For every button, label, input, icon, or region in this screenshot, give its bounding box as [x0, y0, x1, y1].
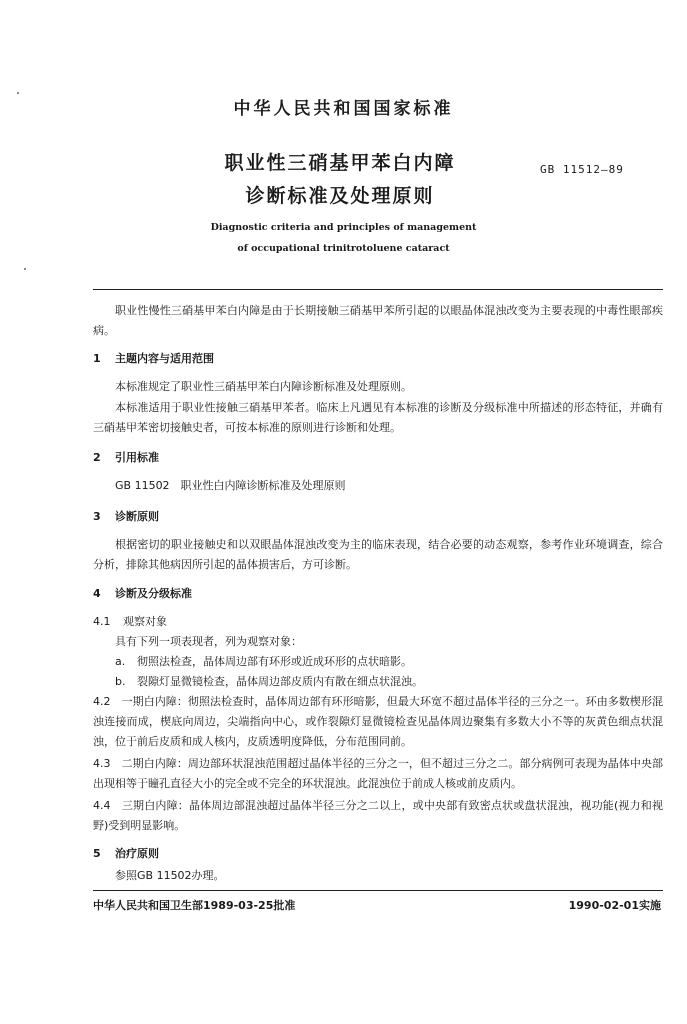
section-number: 1 [93, 352, 101, 365]
subsection-4-2: 4.2 一期白内障：彻照法检查时，晶体周边部有环形暗影，但最大环宽不超过晶体半径的三分之一。环由多数楔形混浊连接而成，楔底向周边，尖端指向中心，或作裂隙灯显微镜检查见晶体周边聚集有多数大小不等的灰黄色细点状混浊，位于前后皮质和成人核内，皮质透明度降低，分布范围同前。 [93, 695, 663, 748]
section-1-paragraph-1: 本标准规定了职业性三硝基甲苯白内障诊断标准及处理原则。 [115, 380, 412, 393]
section-5-paragraph: 参照GB 11502办理。 [115, 869, 225, 882]
document-title-line2: 诊断标准及处理原则 [245, 185, 435, 207]
subsection-4-1-heading [93, 612, 663, 632]
section-title: 诊断及分级标准 [115, 587, 192, 600]
section-title: 治疗原则 [115, 847, 159, 860]
subsection-number: 4.1 [93, 615, 111, 628]
subsection-4-1-intro: 具有下列一项表现者，列为观察对象： [115, 635, 302, 648]
english-title-line1: Diagnostic criteria and principles of management [210, 222, 477, 233]
section-2-reference: GB 11502 职业性白内障诊断标准及处理原则 [115, 479, 346, 492]
top-divider [93, 289, 663, 290]
national-standard-heading: 中华人民共和国国家标准 [233, 99, 454, 119]
section-title: 主题内容与适用范围 [115, 352, 214, 365]
list-item-text: 裂隙灯显微镜检查，晶体周边部皮质内有散在细点状混浊。 [137, 675, 423, 688]
document-title-line1: 职业性三硝基甲苯白内障 [224, 152, 456, 174]
english-title-line2: of occupational trinitrotoluene cataract [237, 243, 450, 254]
bottom-divider [93, 890, 663, 891]
scan-speck [24, 268, 26, 270]
section-number: 2 [93, 451, 101, 464]
section-number: 4 [93, 587, 101, 600]
implementation-date: 1990-02-01实施 [568, 899, 661, 912]
section-number: 3 [93, 510, 101, 523]
list-item-b [93, 672, 663, 692]
list-item-text: 彻照法检查，晶体周边部有环形或近成环形的点状暗影。 [137, 655, 412, 668]
section-5-heading [93, 845, 159, 861]
intro-paragraph: 职业性慢性三硝基甲苯白内障是由于长期接触三硝基甲苯所引起的以眼晶体混浊改变为主要表现的中毒性眼部疾病。 [93, 304, 663, 337]
list-item-a [93, 652, 663, 672]
scan-speck [17, 92, 19, 94]
section-1-paragraph-2: 本标准适用于职业性接触三硝基甲苯者。临床上凡遇见有本标准的诊断及分级标准中所描述的形态特征，并确有三硝基甲苯密切接触史者，可按本标准的原则进行诊断和处理。 [93, 401, 663, 434]
section-number: 5 [93, 847, 101, 860]
section-3-paragraph: 根据密切的职业接触史和以双眼晶体混浊改变为主的临床表现，结合必要的动态观察，参考作业环境调查，综合分析，排除其他病因所引起的晶体损害后，方可诊断。 [93, 538, 663, 571]
section-2-heading [93, 449, 159, 465]
section-4-heading [93, 585, 192, 601]
standard-code: GB 11512—89 [540, 163, 624, 176]
list-marker: a. [115, 655, 126, 668]
section-title: 诊断原则 [115, 510, 159, 523]
subsection-title: 观察对象 [123, 615, 167, 628]
subsection-4-3: 4.3 二期白内障：周边部环状混浊范围超过晶体半径的三分之一，但不超过三分之二。部分病例可表现为晶体中央部出现相等于瞳孔直径大小的完全或不完全的环状混浊。此混浊位于前成人核或前皮质内。 [93, 757, 663, 790]
section-1-heading [93, 350, 214, 366]
subsection-4-4: 4.4 三期白内障：晶体周边部混浊超过晶体半径三分之二以上，或中央部有致密点状或盘状混浊，视功能(视力和视野)受到明显影响。 [93, 799, 663, 832]
section-title: 引用标准 [115, 451, 159, 464]
section-3-heading [93, 508, 159, 524]
approval-date: 中华人民共和国卫生部1989-03-25批准 [93, 899, 296, 912]
list-marker: b. [115, 675, 126, 688]
